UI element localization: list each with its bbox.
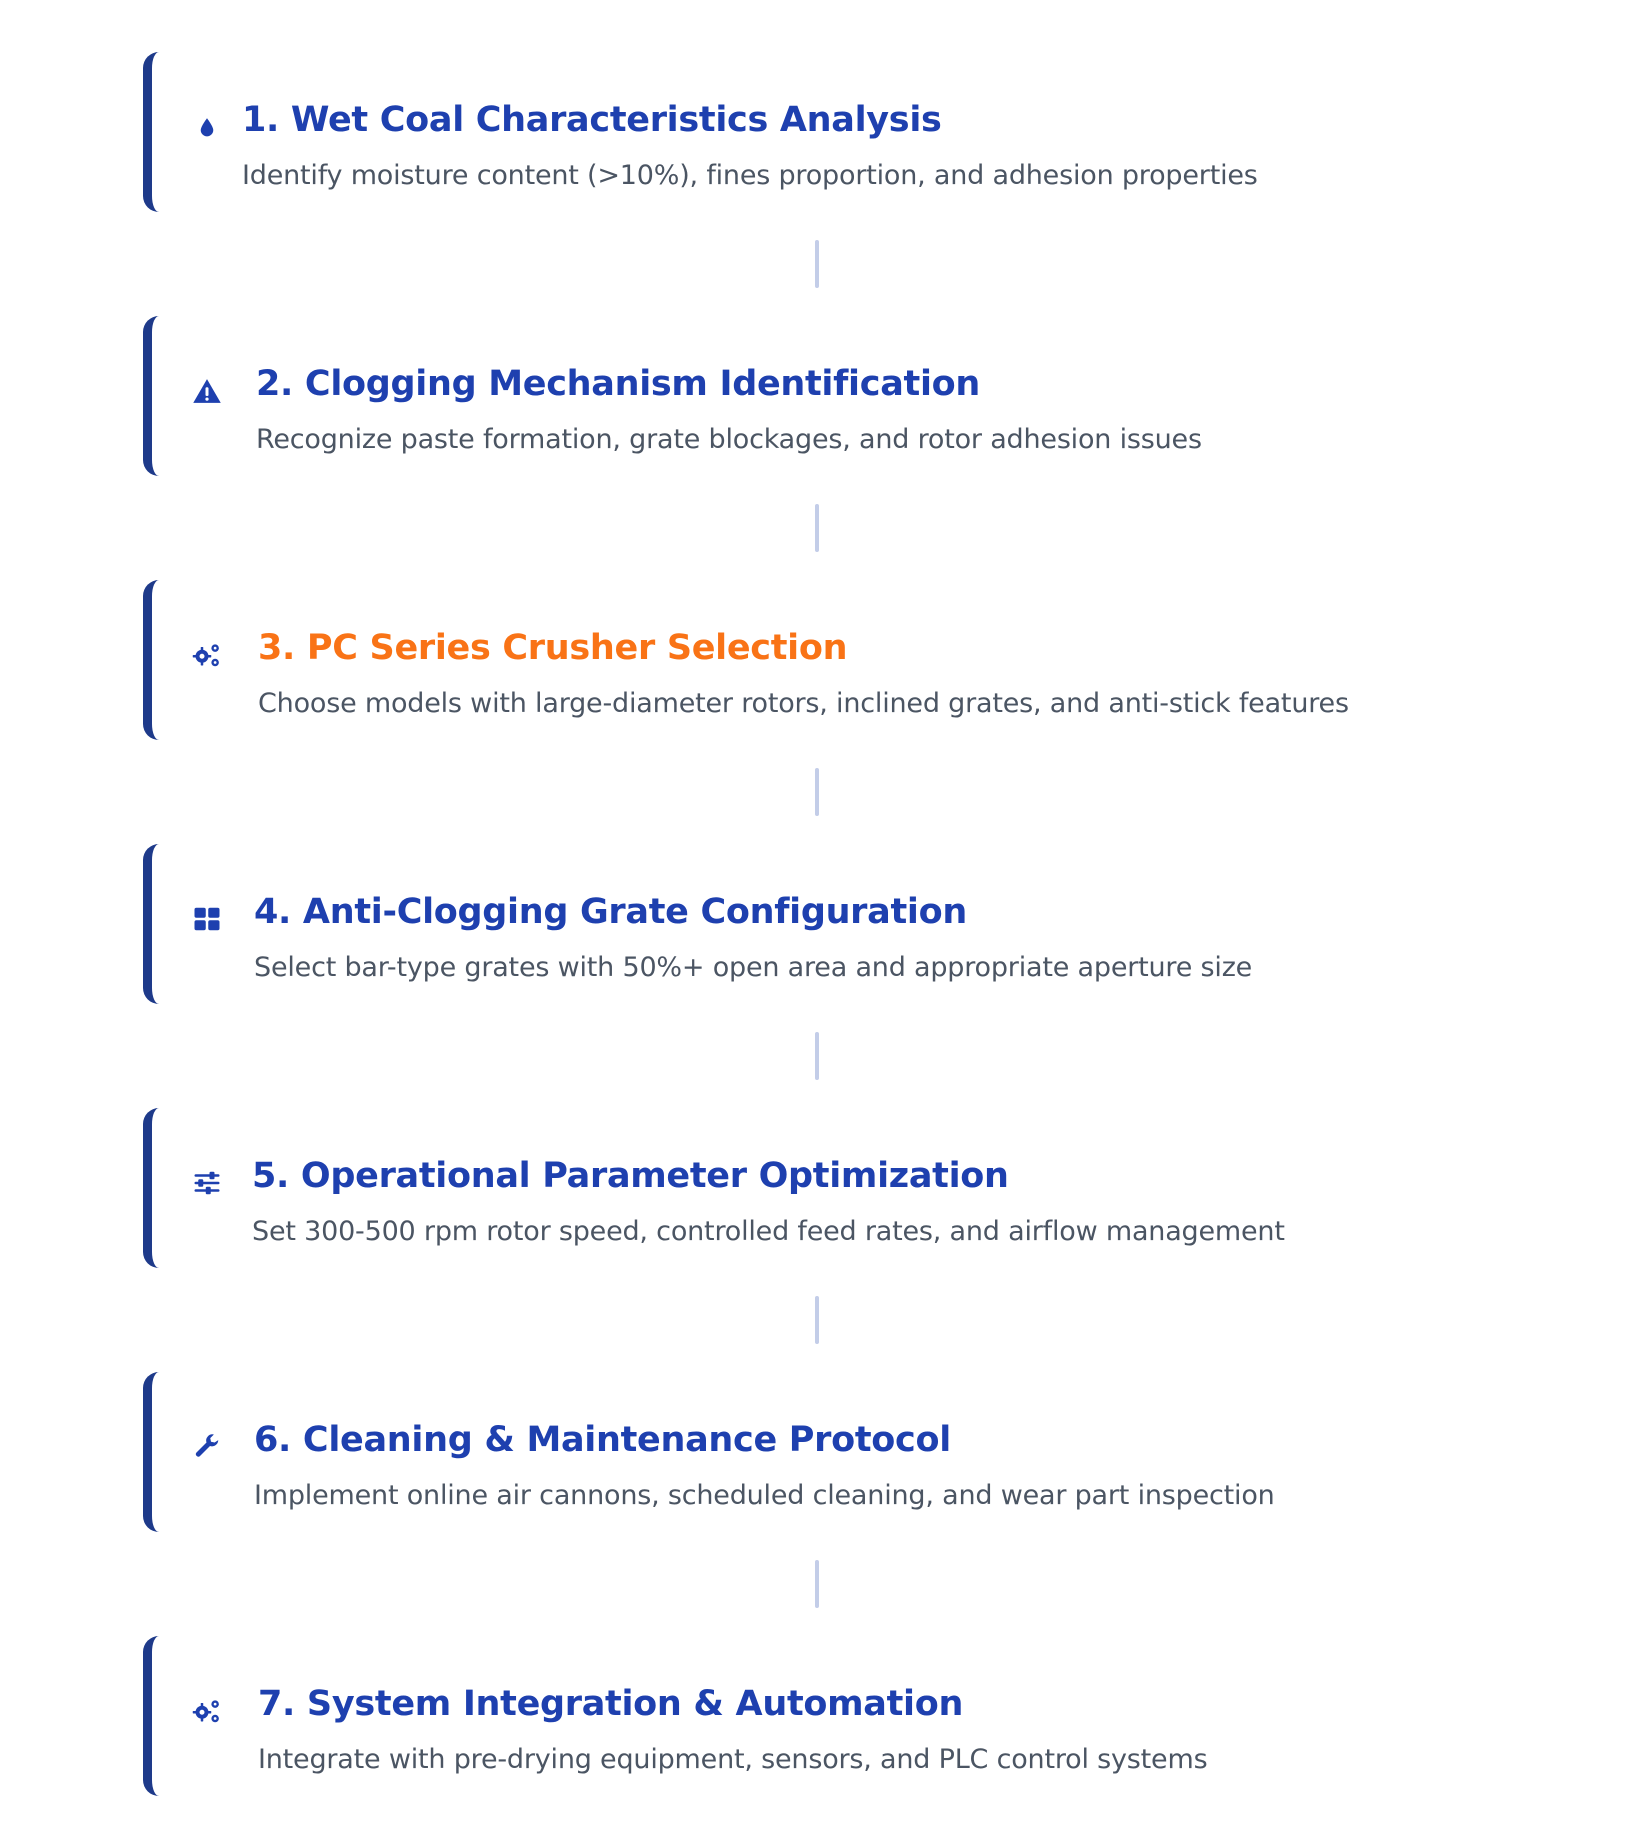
warning-icon: [190, 374, 224, 408]
connector: [815, 1032, 819, 1080]
step-description: Recognize paste formation, grate blockages, and rotor adhesion issues: [256, 424, 1202, 455]
connector: [815, 240, 819, 288]
step-title: 2. Clogging Mechanism Identification: [256, 364, 981, 404]
step-4: [143, 844, 1493, 1004]
step-description: Choose models with large-diameter rotors, inclined grates, and anti-stick features: [258, 688, 1349, 719]
connector: [815, 768, 819, 816]
connector: [815, 1296, 819, 1344]
step-title: 1. Wet Coal Characteristics Analysis: [242, 100, 942, 140]
step-2: [143, 316, 1493, 476]
step-title: 7. System Integration & Automation: [258, 1684, 964, 1724]
step-3: [143, 580, 1493, 740]
connector: [815, 1560, 819, 1608]
sliders-icon: [190, 1166, 224, 1200]
step-7: [143, 1636, 1493, 1796]
step-title: 5. Operational Parameter Optimization: [252, 1156, 1009, 1196]
step-6: [143, 1372, 1493, 1532]
connector: [815, 504, 819, 552]
step-description: Set 300-500 rpm rotor speed, controlled feed rates, and airflow management: [252, 1216, 1285, 1247]
step-description: Integrate with pre-drying equipment, sensors, and PLC control systems: [258, 1744, 1208, 1775]
gears-icon: [190, 638, 224, 672]
wrench-icon: [190, 1430, 224, 1464]
step-description: Implement online air cannons, scheduled cleaning, and wear part inspection: [254, 1480, 1275, 1511]
step-5: [143, 1108, 1493, 1268]
step-description: Identify moisture content (>10%), fines proportion, and adhesion properties: [242, 160, 1258, 191]
gears-icon: [190, 1694, 224, 1728]
step-title: 4. Anti-Clogging Grate Configuration: [254, 892, 967, 932]
step-title: 3. PC Series Crusher Selection: [258, 628, 848, 668]
step-1: [143, 52, 1493, 212]
grid-icon: [190, 902, 224, 936]
droplet-icon: [190, 110, 224, 144]
step-description: Select bar-type grates with 50%+ open area and appropriate aperture size: [254, 952, 1253, 983]
step-title: 6. Cleaning & Maintenance Protocol: [254, 1420, 951, 1460]
